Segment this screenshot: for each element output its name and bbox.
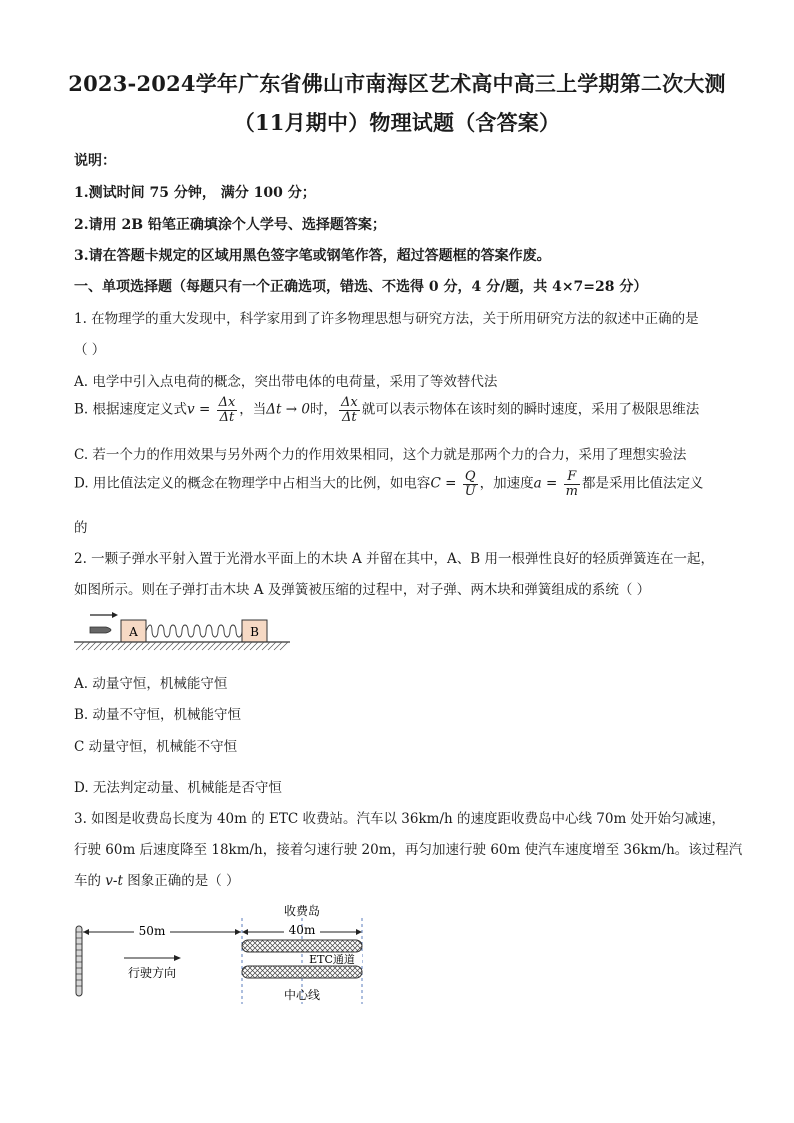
q1-d-post: 都是采用比值法定义: [581, 475, 704, 492]
section-heading: 一、单项选择题（每题只有一个正确选项，错选、不选得 0 分，4 分/题，共 4×7=28 分）: [74, 279, 648, 295]
q1-option-b: [74, 396, 699, 424]
etc-lane-label: ETC通道: [309, 953, 355, 966]
dim-50-arrow-right: [235, 929, 241, 935]
q1-stem: 1. 在物理学的重大发现中，科学家用到了许多物理思想与研究方法，关于所用研究方法的叙述中正确的是: [74, 311, 699, 327]
note-2: 2.请用 2B 铅笔正确填涂个人学号、选择题答案；: [74, 217, 386, 233]
q1-d-frac-a: $\frac{F}{m}$: [565, 469, 578, 499]
q2-stem-line1: 2. 一颗子弹水平射入置于光滑水平面上的木块 A 并留在其中，A、B 用一根弹性良好的轻质弹簧连在一起，: [74, 551, 714, 567]
q1-option-d-end: 的: [74, 520, 88, 536]
q1-d-mid: ，加速度: [479, 475, 534, 492]
q2-option-d: D. 无法判定动量、机械能是否守恒: [74, 780, 282, 796]
dim-50-arrow-left: [83, 929, 89, 935]
block-a-label: A: [129, 625, 138, 639]
notes-heading: 说明：: [74, 153, 116, 169]
dim-40-arrow-right: [356, 929, 362, 935]
q3-line3: 车的 v-t 图象正确的是（ ）: [74, 873, 240, 889]
length-50-label: 50m: [138, 924, 166, 938]
dim-40-arrow-left: [242, 929, 248, 935]
note-1: 1.测试时间 75 分钟， 满分 100 分；: [74, 185, 316, 201]
q1-b-limit: Δt → 0: [266, 401, 310, 418]
q1-d-a: a: [533, 475, 542, 492]
spring: [146, 625, 252, 637]
center-line-label: 中心线: [283, 988, 321, 1002]
q1-d-text: D. 用比值法定义的概念在物理学中占相当大的比例，如电容: [74, 475, 431, 492]
q1-paren: （ ）: [74, 342, 106, 358]
length-40-label: 40m: [288, 923, 316, 937]
doc-title-line1: 2023-2024学年广东省佛山市南海区艺术高中高三上学期第二次大测: [68, 71, 726, 96]
toll-station-label: 收费岛: [283, 904, 321, 918]
velocity-arrowhead: [112, 612, 118, 618]
q1-b-mid: ，当: [239, 401, 267, 418]
direction-label: 行驶方向: [127, 966, 177, 980]
etc-toll-figure: [70, 898, 380, 1010]
toll-island-bottom: [242, 966, 362, 978]
q2-stem-line2: 如图所示。则在子弹打击木块 A 及弹簧被压缩的过程中，对子弹、两木块和弹簧组成的系统（ ）: [74, 582, 651, 598]
q3-line1: 3. 如图是收费岛长度为 40m 的 ETC 收费站。汽车以 36km/h 的速度距收费岛中心线 70m 处开始匀减速，: [74, 811, 726, 827]
q3-vt: v-t: [105, 873, 123, 889]
ground-hatch: [76, 642, 288, 650]
toll-island-top: [242, 940, 362, 952]
q1-b-post: 就可以表示物体在该时刻的瞬时速度，采用了极限思维法: [361, 401, 700, 418]
spring-block-figure: [72, 606, 294, 656]
q3-line2: 行驶 60m 后速度降至 18km/h，接着匀速行驶 20m，再匀加速行驶 60m 使汽车速度增至 36km/h。该过程汽: [74, 842, 743, 858]
q1-d-frac-c: $\frac{Q}{U}$: [464, 469, 476, 499]
block-b-label: B: [250, 625, 259, 639]
q1-option-a: A. 电学中引入点电荷的概念，突出带电体的电荷量，采用了等效替代法: [74, 374, 498, 390]
q1-option-c: C. 若一个力的作用效果与另外两个力的作用效果相同，这个力就是那两个力的合力，采用了理想实验法: [74, 447, 687, 463]
q1-b-eq: =: [194, 401, 215, 418]
direction-arrowhead: [174, 955, 181, 961]
q1-b-v: v: [187, 401, 195, 418]
q2-option-b: B. 动量不守恒，机械能守恒: [74, 707, 242, 723]
q1-b-mid2: 时，: [309, 401, 337, 418]
q2-option-a: A. 动量守恒，机械能守恒: [74, 676, 228, 692]
q1-d-c: C: [430, 475, 441, 492]
q1-b-frac1: $\frac{\Delta x}{\Delta t}$: [218, 395, 236, 425]
bullet: [90, 627, 111, 633]
note-3: 3.请在答题卡规定的区域用黑色签字笔或钢笔作答，超过答题框的答案作废。: [74, 248, 551, 264]
q2-option-c: C 动量守恒，机械能不守恒: [74, 739, 238, 755]
q1-b-frac2: $\frac{\Delta x}{\Delta t}$: [340, 395, 358, 425]
q1-option-d: D. 用比值法定义的概念在物理学中占相当大的比例，如电容C = $\frac{Q}{U}$ ，加速度a = $\frac{F}{m}$ 都是采用比值法定义: [74, 469, 704, 499]
q1-b-text: B. 根据速度定义式: [74, 401, 188, 418]
doc-title-line2: （11月期中）物理试题（含答案）: [233, 110, 561, 135]
start-post: [76, 926, 82, 996]
